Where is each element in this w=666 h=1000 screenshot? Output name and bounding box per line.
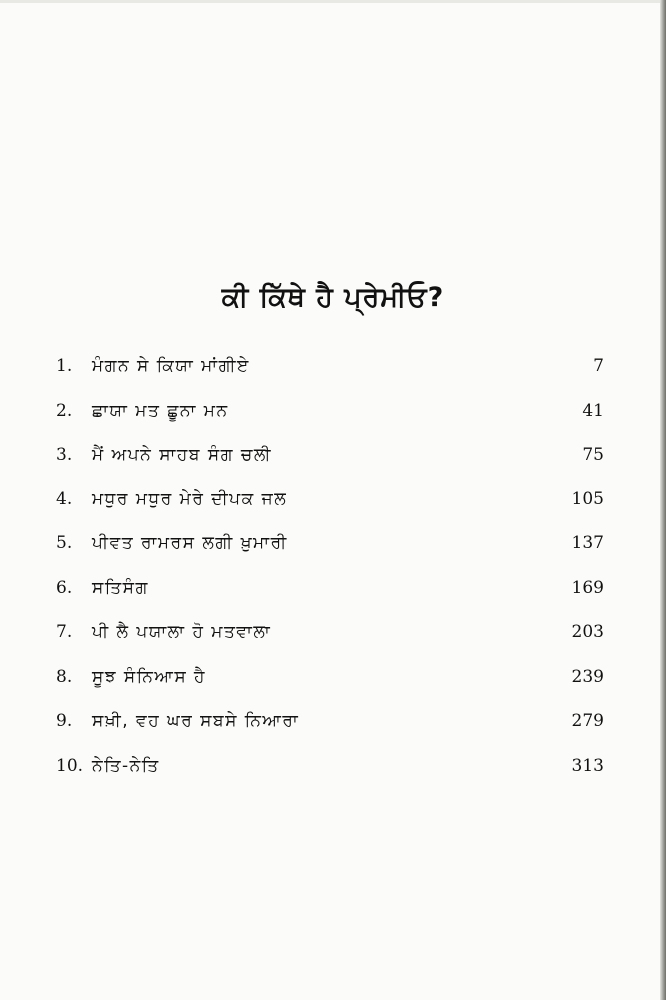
toc-entry-title: ਮਧੁਰ ਮਧੁਰ ਮੇਰੇ ਦੀਪਕ ਜਲ <box>92 489 288 509</box>
toc-entry-title: ਸੂਝ ਸੰਨਿਆਸ ਹੈ <box>92 667 206 687</box>
toc-entry-number: 4. <box>56 489 73 509</box>
toc-entry <box>56 356 604 386</box>
toc-entry <box>56 489 604 519</box>
toc-entry-page: 313 <box>571 756 604 776</box>
toc-entry <box>56 578 604 608</box>
toc-entry-page: 279 <box>571 711 604 731</box>
toc-entry-number: 9. <box>56 711 73 731</box>
toc-entry <box>56 622 604 652</box>
toc-entry-title: ਨੇਤਿ-ਨੇਤਿ <box>92 756 160 776</box>
toc-entry <box>56 401 604 431</box>
toc-entry <box>56 533 604 563</box>
toc-entry-title: ਸਤਿਸੰਗ <box>92 578 149 598</box>
toc-entry <box>56 667 604 697</box>
toc-entry-title: ਸਖ਼ੀ, ਵਹ ਘਰ ਸਬਸੇ ਨਿਆਰਾ <box>92 711 300 731</box>
toc-entry-number: 2. <box>56 401 73 421</box>
toc-entry-page: 137 <box>571 533 604 553</box>
toc-entry-number: 10. <box>56 756 84 776</box>
toc-entry-title: ਪੀਵਤ ਰਾਮਰਸ ਲਗੀ ਖ਼ੁਮਾਰੀ <box>92 533 288 553</box>
toc-entry-title: ਮੈਂ ਅਪਨੇ ਸਾਹਬ ਸੰਗ ਚਲੀ <box>92 445 272 465</box>
toc-entry-page: 41 <box>582 401 604 421</box>
toc-entry-page: 75 <box>582 445 604 465</box>
toc-entry-page: 169 <box>571 578 604 598</box>
toc-entry-page: 105 <box>571 489 604 509</box>
toc-entry-page: 203 <box>571 622 604 642</box>
toc-entry-number: 6. <box>56 578 73 598</box>
toc-entry-page: 239 <box>571 667 604 687</box>
toc-entry-number: 7. <box>56 622 73 642</box>
toc-entry-number: 1. <box>56 356 73 376</box>
toc-entry <box>56 711 604 741</box>
toc-entry-number: 3. <box>56 445 73 465</box>
toc-entry <box>56 445 604 475</box>
page-title: ਕੀ ਕਿੱਥੇ ਹੈ ਪ੍ਰੇਮੀਓ? <box>221 282 445 313</box>
toc-entry-number: 8. <box>56 667 73 687</box>
toc-entry-number: 5. <box>56 533 73 553</box>
toc-entry-title: ਛਾਯਾ ਮਤ ਛੂਨਾ ਮਨ <box>92 401 229 421</box>
toc-entry-title: ਮੰਗਨ ਸੇ ਕਿਯਾ ਮਾਂਗੀਏ <box>92 356 250 376</box>
toc-entry <box>56 756 604 786</box>
toc-entry-page: 7 <box>593 356 604 376</box>
toc-entry-title: ਪੀ ਲੈ ਪਯਾਲਾ ਹੋ ਮਤਵਾਲਾ <box>92 622 272 642</box>
